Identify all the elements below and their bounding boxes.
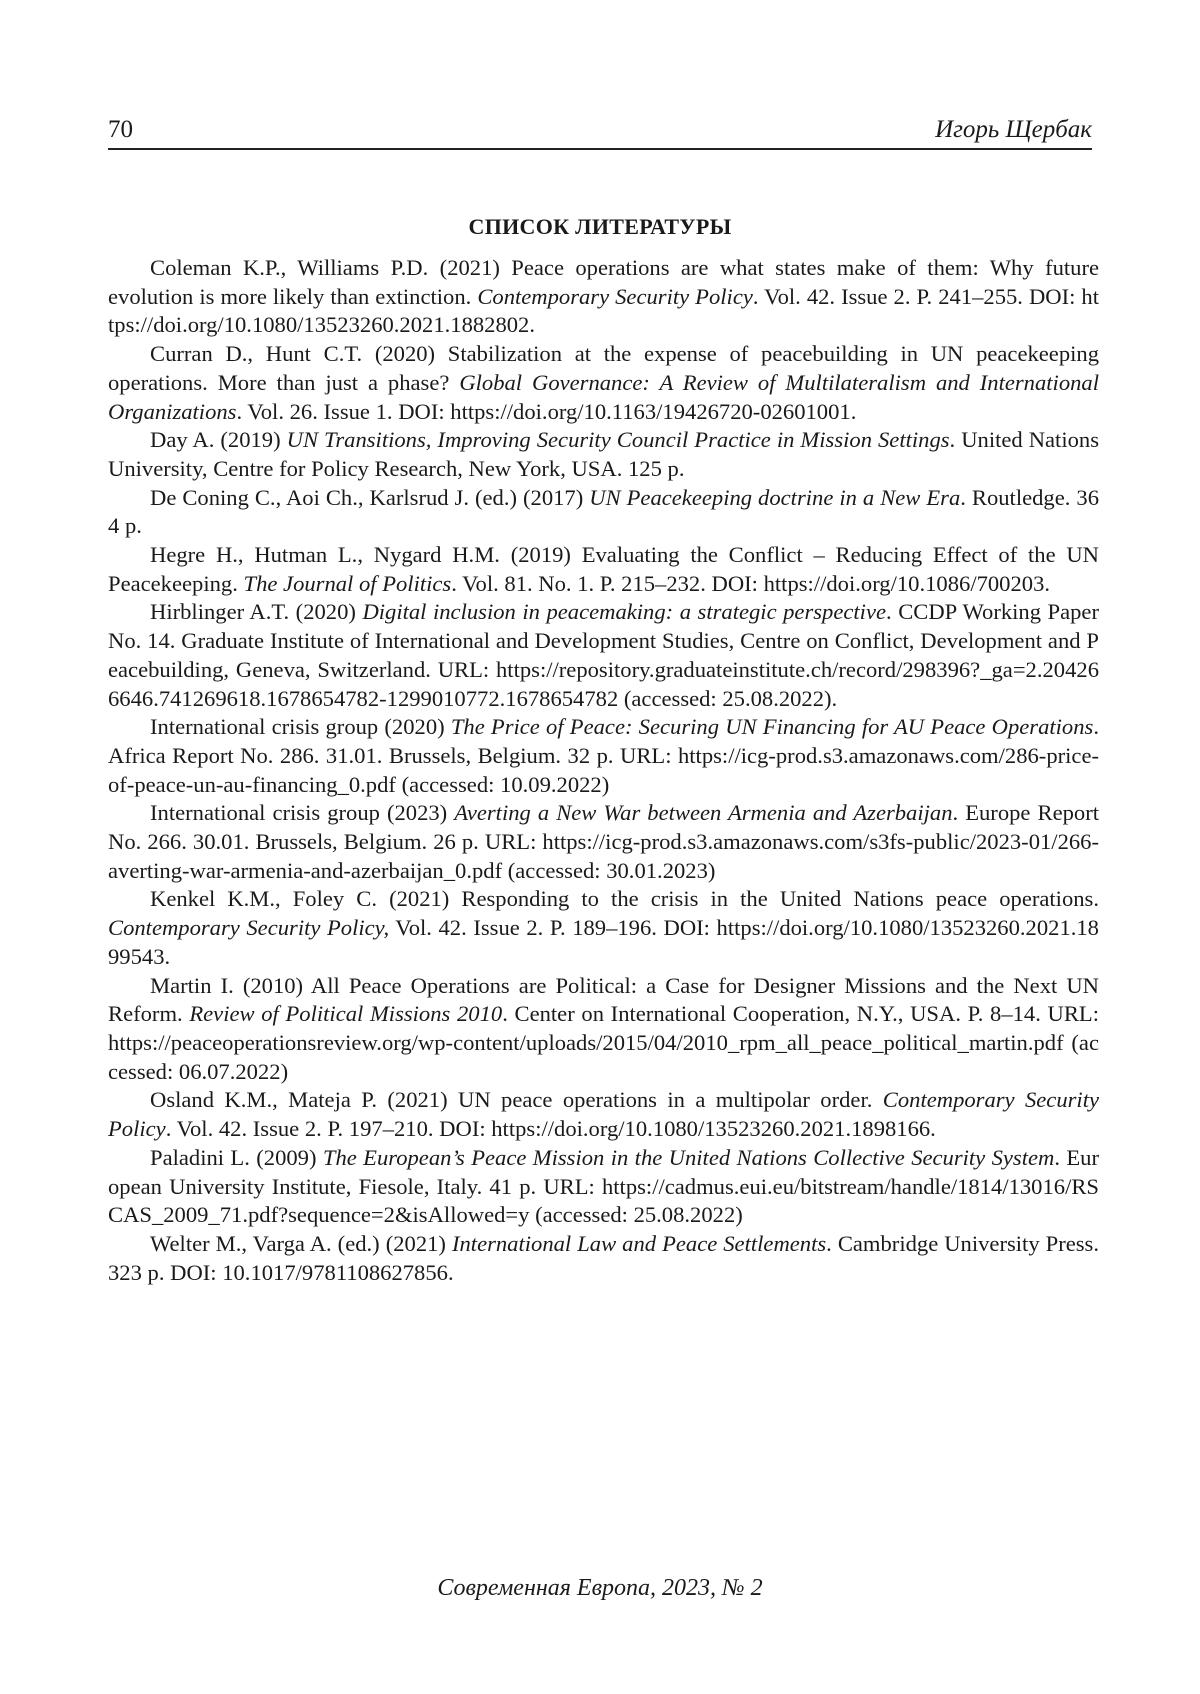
reference-entry — [108, 426, 1099, 483]
reference-list — [108, 254, 1099, 1287]
reference-text: Hegre H., Hutman L., Nygard H.M. (2019) Evaluating the Conflict – Reducing Effect of the UN Peacekeeping. — [108, 542, 1099, 596]
reference-details: Vol. 42. Issue 2. P. 189–196. DOI: https://doi.org/10.1080/13523260.2021.1899543. — [108, 915, 1099, 969]
journal-footer: Современная Европа, 2023, № 2 — [437, 1575, 763, 1601]
reference-text: Curran D., Hunt C.T. (2020) Stabilization at the expense of peacebuilding in UN peacekeeping operations. More than just a phase? — [108, 341, 1099, 395]
reference-text: International crisis group (2023) — [150, 800, 455, 826]
reference-text: Day A. (2019) — [150, 427, 287, 453]
reference-source-title: Global Governance: A Review of Multilateralism and International Organizations — [108, 369, 1099, 424]
reference-source-title: International Law and Peace Settlements — [451, 1230, 827, 1256]
reference-source-title: Contemporary Security Policy — [477, 283, 753, 309]
reference-source-title: Contemporary Security Policy — [108, 1087, 1099, 1142]
reference-entry — [108, 799, 1099, 885]
running-header — [108, 106, 1092, 150]
reference-details: . Europe Report No. 266. 30.01. Brussels, Belgium. 26 p. URL: https://icg-prod.s3.amazonaws.com/s3fs-public/2023-01/266-averting-war-armenia-and-azerbaijan_0.pdf (accessed: 30.01.2023) — [108, 800, 1099, 883]
reference-entry — [108, 598, 1099, 713]
reference-text: Welter M., Varga A. (ed.) (2021) — [150, 1230, 452, 1256]
reference-details: . European University Institute, Fiesole, Italy. 41 p. URL: https://cadmus.eui.eu/bitstream/handle/1814/13016/RSCAS_2009_71.pdf?sequence=2&isAllowed=y (accessed: 25.08.2022) — [108, 1144, 1099, 1228]
reference-entry — [108, 972, 1099, 1087]
reference-text: Kenkel K.M., Foley C. (2021) Responding to the crisis in the United Nations peace operations. — [150, 886, 1099, 912]
reference-details: . Vol. 26. Issue 1. DOI: https://doi.org/10.1163/19426720-02601001. — [236, 398, 857, 424]
reference-entry — [108, 713, 1099, 799]
reference-source-title: Review of Political Missions 2010 — [189, 1001, 503, 1027]
reference-source-title: The Price of Peace: Securing UN Financing for AU Peace Operations — [450, 714, 1094, 740]
section-title: СПИСОК ЛИТЕРАТУРЫ — [468, 214, 732, 239]
reference-entry — [108, 1230, 1099, 1287]
reference-entry — [108, 254, 1099, 340]
reference-source-title: UN Peacekeeping doctrine in a New Era — [589, 484, 961, 510]
reference-text: Hirblinger A.T. (2020) — [150, 599, 363, 625]
reference-text: International crisis group (2020) — [150, 714, 451, 740]
reference-entry — [108, 1086, 1099, 1143]
reference-source-title: UN Transitions, Improving Security Council Practice in Mission Settings — [286, 427, 950, 453]
reference-entry — [108, 885, 1099, 971]
reference-source-title: The European’s Peace Mission in the United Nations Collective Security System — [322, 1144, 1055, 1170]
reference-entry — [108, 484, 1099, 541]
reference-details: . Center on International Cooperation, N.Y., USA. P. 8–14. URL: https://peaceoperationsreview.org/wp-content/uploads/2015/04/2010_rpm_all_peace_political_martin.pdf (accessed: 06.07.2022) — [108, 1001, 1099, 1084]
reference-text: Coleman K.P., Williams P.D. (2021) Peace operations are what states make of them: Why future evolution is more likely than extinction. — [108, 255, 1099, 309]
reference-details: . Vol. 42. Issue 2. P. 197–210. DOI: https://doi.org/10.1080/13523260.2021.1898166. — [165, 1116, 936, 1142]
reference-source-title: Averting a New War between Armenia and Azerbaijan — [454, 800, 953, 826]
reference-text: De Coning C., Aoi Ch., Karlsrud J. (ed.) (2017) — [150, 484, 590, 510]
reference-text: Martin I. (2010) All Peace Operations are Political: a Case for Designer Missions and the Next UN Reform. — [108, 972, 1099, 1027]
reference-entry — [108, 340, 1099, 426]
reference-text: Paladini L. (2009) — [150, 1144, 323, 1170]
reference-text: Osland K.M., Mateja P. (2021) UN peace operations in a multipolar order. — [150, 1087, 883, 1113]
running-header-author: Игорь Щербак — [935, 116, 1092, 143]
reference-source-title: Contemporary Security Policy, — [108, 915, 390, 941]
reference-entry — [108, 1144, 1099, 1230]
reference-details: . United Nations University, Centre for Policy Research, New York, USA. 125 p. — [108, 427, 1099, 481]
reference-details: . CCDP Working Paper No. 14. Graduate Institute of International and Development Studies, Centre on Conflict, Development and Peacebuilding, Geneva, Switzerland. URL: https://repository.graduateinstitute.ch/record/298396?_ga=2.204266646.741269618.1678654782-1299010772.1678654782 (accessed: 25.08.2022). — [108, 599, 1099, 711]
reference-details: . Vol. 42. Issue 2. P. 241–255. DOI: https://doi.org/10.1080/13523260.2021.1882802. — [108, 283, 1100, 338]
reference-details: . Routledge. 364 p. — [108, 484, 1099, 539]
reference-details: . Cambridge University Press. 323 p. DOI: 10.1017/9781108627856. — [108, 1230, 1099, 1285]
reference-details: . Vol. 81. No. 1. P. 215–232. DOI: https://doi.org/10.1086/700203. — [451, 570, 1051, 596]
reference-entry — [108, 541, 1099, 598]
reference-source-title: The Journal of Politics — [243, 570, 452, 596]
reference-source-title: Digital inclusion in peacemaking: a strategic perspective — [362, 599, 887, 625]
reference-details: . Africa Report No. 286. 31.01. Brussels, Belgium. 32 p. URL: https://icg-prod.s3.amazonaws.com/286-price-of-peace-un-au-financing_0.pdf (accessed: 10.09.2022) — [108, 714, 1099, 797]
page-number: 70 — [108, 116, 133, 143]
